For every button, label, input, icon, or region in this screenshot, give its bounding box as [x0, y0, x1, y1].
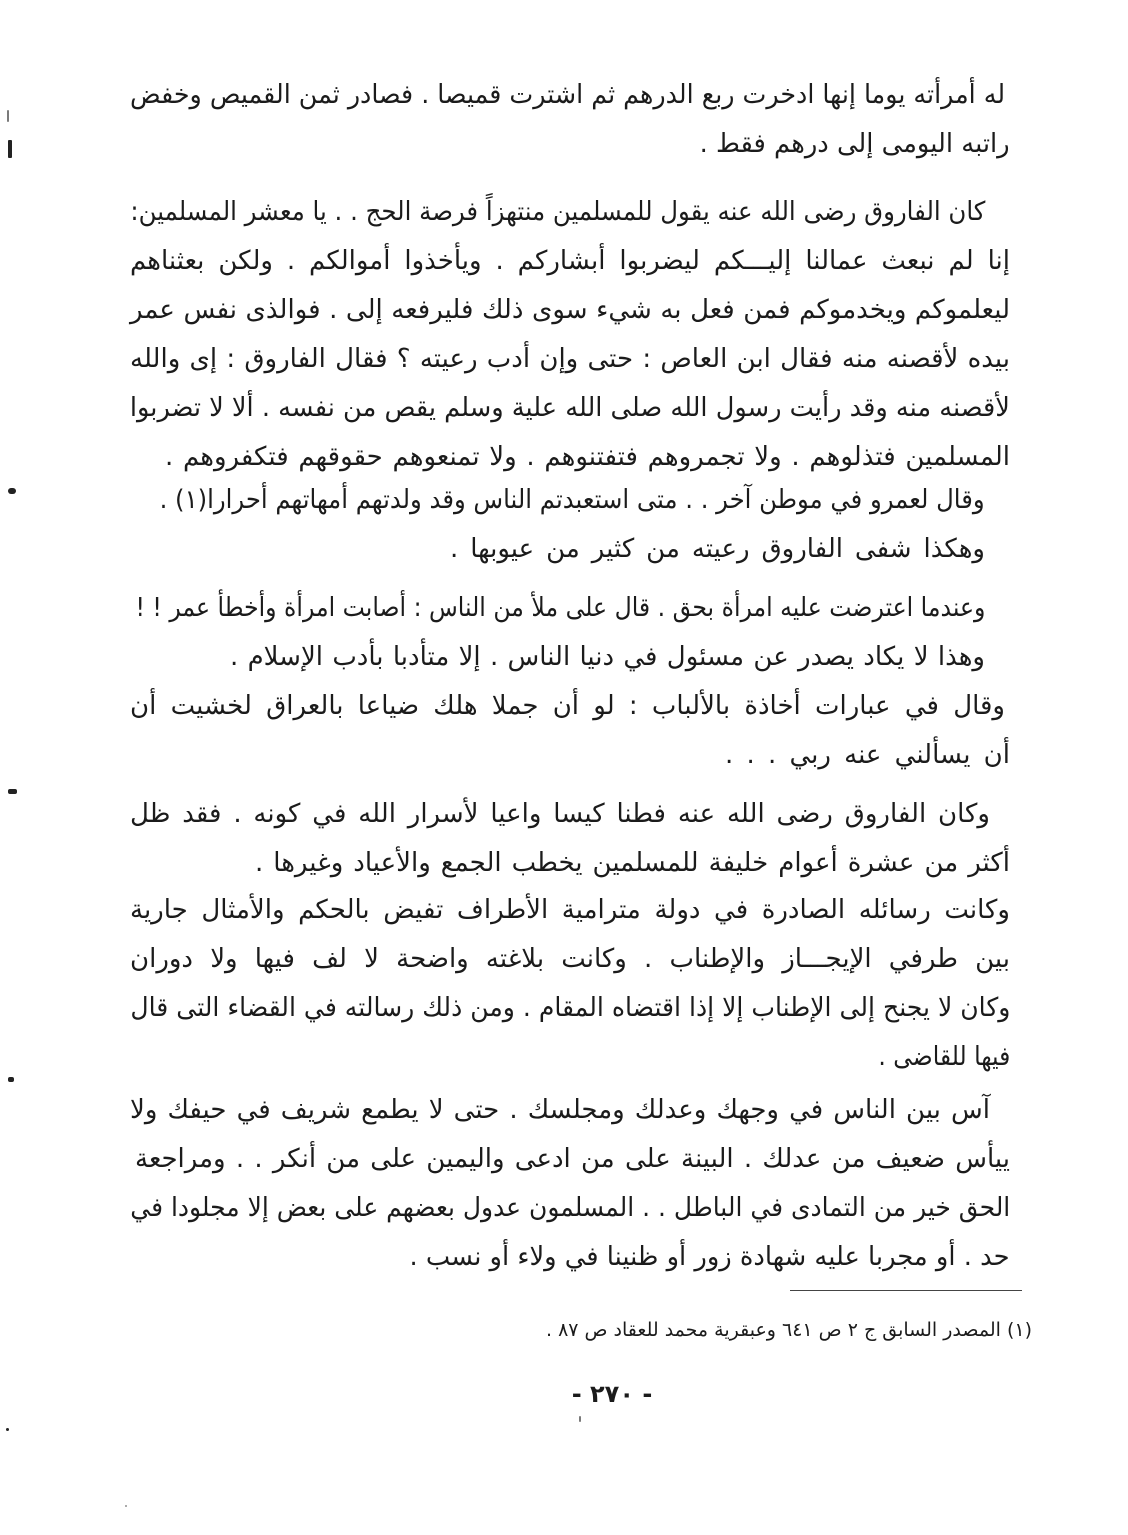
footnote-separator — [790, 1290, 1022, 1291]
text-line — [130, 839, 1010, 888]
line-text: وهذا لا يكاد يصدر عن مسئول في دنيا الناس . إلا متأدبا بأدب الإسلام . — [230, 642, 985, 672]
text-line — [130, 525, 1010, 574]
text-line — [130, 731, 1010, 780]
paragraph — [130, 71, 1010, 169]
paragraph — [130, 525, 1010, 574]
scan-mark — [7, 110, 9, 122]
scan-mark — [6, 1428, 9, 1431]
line-text: المسلمين فتذلوهم . ولا تجمروهم فتفتنوهم . ولا تمنعوهم حقوقهم فتكفروهم . — [165, 442, 1010, 472]
paragraph — [130, 790, 1010, 888]
scan-mark — [8, 488, 16, 494]
text-line — [130, 1184, 1010, 1233]
text-line — [130, 286, 1010, 335]
text-line — [130, 433, 1010, 482]
line-text: وكان لا يجنح إلى الإطناب إلا إذا اقتضاه المقام . ومن ذلك رسالته في القضاء التى قال — [130, 993, 1010, 1023]
text-line — [130, 335, 1010, 384]
scan-mark — [125, 1505, 127, 1507]
text-line — [130, 384, 1010, 433]
line-text: وكانت رسائله الصادرة في دولة مترامية الأطراف تفيض بالحكم والأمثال جارية — [130, 895, 1010, 925]
line-text: ييأس ضعيف من عدلك . البينة على من ادعى واليمين على من أنكر . . ومراجعة — [135, 1144, 1010, 1174]
footnote: (١) المصدر السابق ج ٢ ص ٦٤١ وعبقرية محمد للعقاد ص ٨٧ . — [545, 1319, 1032, 1341]
line-text: وقال لعمرو في موطن آخر . . متى استعبدتم الناس وقد ولدتهم أمهاتهم أحرارا(١) . — [160, 485, 985, 515]
line-text: وعندما اعترضت عليه امرأة بحق . قال على ملأ من الناس : أصابت امرأة وأخطأ عمر ! ! — [135, 593, 985, 623]
paragraph — [130, 584, 1010, 633]
line-text: وهكذا شفى الفاروق رعيته من كثير من عيوبها . — [450, 534, 985, 564]
line-text: آس بين الناس في وجهك وعدلك ومجلسك . حتى لا يطمع شريف في حيفك ولا — [130, 1095, 990, 1125]
paragraph — [130, 633, 1010, 682]
text-line — [130, 633, 1010, 682]
line-text: كان الفاروق رضى الله عنه يقول للمسلمين منتهزاً فرصة الحج . . يا معشر المسلمين: — [130, 197, 985, 227]
scan-mark — [8, 789, 17, 794]
text-line — [130, 1233, 1010, 1282]
text-line — [130, 476, 1010, 525]
line-text: وقال في عبارات أخاذة بالألباب : لو أن جملا هلك ضياعا بالعراق لخشيت أن — [130, 691, 1005, 721]
text-line — [130, 886, 1010, 935]
line-text: إنا لم نبعث عمالنا إليـــكم ليضربوا أبشاركم . ويأخذوا أموالكم . ولكن بعثناهم — [130, 246, 1010, 276]
text-line — [130, 682, 1010, 731]
text-line — [130, 584, 1010, 633]
text-line — [130, 790, 1010, 839]
scan-mark — [8, 1077, 14, 1082]
text-line — [130, 935, 1010, 984]
text-line — [130, 188, 1010, 237]
scan-mark — [579, 1416, 581, 1422]
line-text: أن يسألني عنه ربي . . . — [725, 740, 1010, 770]
line-text: الحق خير من التمادى في الباطل . . المسلمون عدول بعضهم على بعض إلا مجلودا في — [130, 1193, 1010, 1223]
line-text: له أمرأته يوما إنها ادخرت ربع الدرهم ثم اشترت قميصا . فصادر ثمن القميص وخفض — [130, 80, 1005, 110]
scan-mark — [8, 140, 12, 158]
line-text: لأقصنه منه وقد رأيت رسول الله صلى الله علية وسلم يقص من نفسه . ألا لا تضربوا — [130, 393, 1010, 423]
text-line — [130, 1086, 1010, 1135]
line-text: أكثر من عشرة أعوام خليفة للمسلمين يخطب الجمع والأعياد وغيرها . — [255, 848, 1010, 878]
text-line — [130, 71, 1010, 120]
line-text: بين طرفي الإيجـــاز والإطناب . وكانت بلاغته واضحة لا لف فيها ولا دوران — [130, 944, 1010, 974]
line-text: بيده لأقصنه منه فقال ابن العاص : حتى وإن أدب رعيته ؟ فقال الفاروق : إى والله — [130, 344, 1010, 374]
page-number: - ٢٧٠ - — [571, 1380, 653, 1408]
paragraph — [130, 476, 1010, 525]
text-line — [130, 1033, 1010, 1082]
line-text: حد . أو مجربا عليه شهادة زور أو ظنينا في ولاء أو نسب . — [410, 1242, 1010, 1272]
line-text: راتبه اليومى إلى درهم فقط . — [700, 129, 1010, 159]
line-text: ليعلموكم ويخدموكم فمن فعل به شيء سوى ذلك فليرفعه إلى . فوالذى نفس عمر — [130, 295, 1010, 325]
paragraph — [130, 886, 1010, 1082]
text-line — [130, 984, 1010, 1033]
text-line — [130, 120, 1010, 169]
body-text — [130, 71, 1010, 1282]
paragraph — [130, 1086, 1010, 1282]
paragraph — [130, 188, 1010, 482]
text-line — [130, 237, 1010, 286]
paragraph — [130, 682, 1010, 780]
line-text: وكان الفاروق رضى الله عنه فطنا كيسا واعيا لأسرار الله في كونه . فقد ظل — [130, 799, 990, 829]
line-text: فيها للقاضى . — [878, 1042, 1010, 1072]
text-line — [130, 1135, 1010, 1184]
